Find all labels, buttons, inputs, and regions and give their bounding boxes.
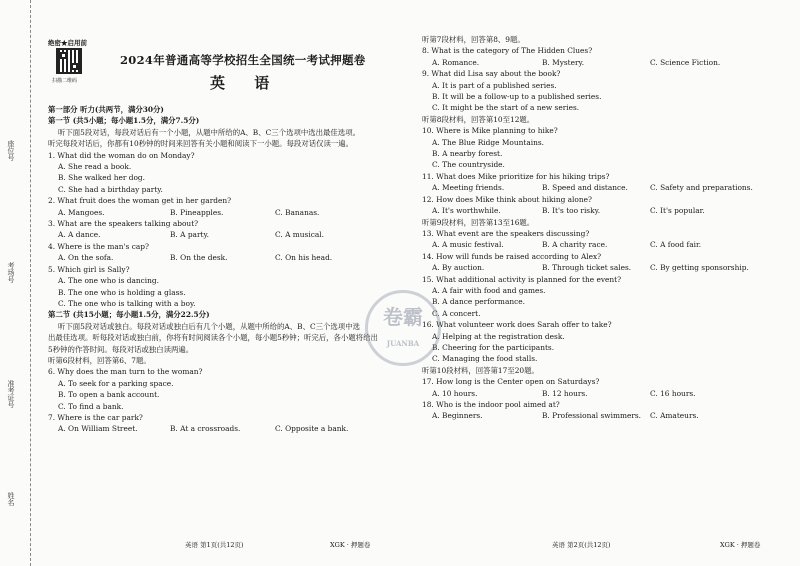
- option-c: C. Bananas.: [275, 207, 320, 217]
- text-line: B. It will be a follow-up to a published series.: [432, 92, 602, 102]
- text-line: 14. How will funds be raised according to Alex?: [422, 251, 602, 261]
- option-row: [422, 388, 780, 399]
- text-line: 听第8段材料，回答第10至12题。: [422, 114, 535, 124]
- text-line: 7. Where is the car park?: [48, 412, 143, 422]
- text-line: B. The one who is holding a glass.: [58, 287, 186, 297]
- text-line: 3. What are the speakers talking about?: [48, 219, 199, 229]
- text-line: A. A fair with food and games.: [432, 285, 546, 295]
- text-line: C. Managing the food stalls.: [432, 354, 538, 364]
- text-line: C. It might be the start of a new series.: [432, 103, 580, 113]
- option-b: B. Through ticket sales.: [542, 263, 632, 273]
- option-row: [422, 239, 780, 250]
- option-b: B. It's too risky.: [542, 206, 601, 216]
- section-heading: 第二节 (共15小题；每小题1.5分，满分22.5分): [48, 310, 210, 320]
- page-2: [402, 0, 800, 566]
- option-a: A. It's worthwhile.: [432, 206, 501, 216]
- option-b: B. On the desk.: [170, 253, 228, 263]
- ticket-number-label: 准考证号: [7, 380, 15, 408]
- text-line: 听第7段材料，回答第8、9题。: [422, 35, 525, 44]
- option-a: A. Romance.: [432, 57, 480, 67]
- text-line: 10. Where is Mike planning to hike?: [422, 126, 558, 136]
- text-line: 17. How long is the Center open on Saturdays?: [422, 377, 600, 387]
- text-line: C. A concert.: [432, 308, 481, 318]
- text-line: B. She walked her dog.: [58, 173, 145, 183]
- text-line: B. A nearby forest.: [432, 149, 503, 159]
- option-c: C. On his head.: [275, 253, 333, 263]
- option-a: A. Beginners.: [432, 411, 483, 421]
- option-b: B. At a crossroads.: [170, 424, 241, 434]
- footer-page-1: 英语 第1页(共12页): [185, 541, 244, 549]
- right-column: [422, 34, 780, 422]
- option-b: B. Speed and distance.: [542, 183, 628, 193]
- text-line: 12. How does Mike think about hiking alone?: [422, 194, 592, 204]
- option-c: C. By getting sponsorship.: [650, 263, 749, 273]
- text-line: 16. What volunteer work does Sarah offer to take?: [422, 320, 612, 330]
- secret-tag: 绝密★启用前: [48, 39, 87, 47]
- option-a: A. Meeting friends.: [432, 183, 505, 193]
- text-line: B. Cheering for the participants.: [432, 342, 555, 352]
- text-line: C. She had a birthday party.: [58, 184, 163, 194]
- footer-page-2: 英语 第2页(共12页): [552, 541, 611, 549]
- text-line: 18. Who is the indoor pool aimed at?: [422, 400, 560, 409]
- binding-sidebar: [0, 0, 31, 566]
- text-line: 听下面5段对话，每段对话后有一个小题，从题中所给的A、B、C三个选项中选出最佳选项。: [58, 127, 360, 137]
- text-line: 5秒钟的作答时间。每段对话或独白读两遍。: [48, 344, 194, 354]
- text-line: B. A dance performance.: [432, 297, 525, 307]
- text-line: 听第10段材料，回答第17至20题。: [422, 365, 539, 375]
- text-line: 听第6段材料，回答第6、7题。: [48, 355, 151, 365]
- footer-code-1: XGK · 押题卷: [330, 541, 371, 549]
- text-line: 6. Why does the man turn to the woman?: [48, 367, 203, 377]
- text-line: 8. What is the category of The Hidden Clues?: [422, 46, 593, 56]
- text-line: C. To find a bank.: [58, 401, 124, 411]
- subject-title: 英 语: [210, 74, 282, 92]
- text-line: 出最佳选项。听每段对话或独白前，你将有时间阅读各个小题，每小题5秒钟；听完后，各小题将给出: [48, 333, 378, 343]
- text-line: 1. What did the woman do on Monday?: [48, 150, 195, 160]
- text-line: 5. Which girl is Sally?: [48, 264, 130, 274]
- option-a: A. On William Street.: [58, 424, 138, 434]
- seat-number-label: 座位号: [7, 140, 15, 161]
- text-line: 15. What additional activity is planned for the event?: [422, 274, 622, 284]
- option-c: C. Safety and preparations.: [650, 183, 753, 193]
- option-b: B. 12 hours.: [542, 388, 588, 398]
- option-row: [48, 252, 385, 263]
- section-heading: 第一部分 听力(共两节，满分30分): [48, 105, 164, 114]
- option-b: B. Mystery.: [542, 57, 585, 67]
- watermark-stamp: 卷霸 JUANBA: [365, 290, 441, 366]
- text-line: 听完每段对话后，你都有10秒钟的时间来回答有关小题和阅读下一小题。每段对话仅读一遍。: [48, 139, 354, 149]
- option-row: [422, 57, 780, 68]
- option-b: B. Pineapples.: [170, 207, 224, 217]
- text-line: A. To seek for a parking space.: [58, 378, 174, 388]
- text-line: 9. What did Lisa say about the book?: [422, 69, 561, 79]
- option-a: A. 10 hours.: [432, 388, 478, 398]
- option-a: A. On the sofa.: [58, 253, 114, 263]
- option-row: [48, 207, 385, 218]
- footer-code-2: XGK · 押题卷: [720, 541, 761, 549]
- text-line: C. The one who is talking with a boy.: [58, 298, 196, 308]
- text-line: 2. What fruit does the woman get in her garden?: [48, 196, 232, 206]
- option-a: A. By auction.: [432, 263, 485, 273]
- option-row: [422, 205, 780, 216]
- option-row: [422, 410, 780, 421]
- option-c: C. A musical.: [275, 230, 324, 240]
- text-line: 听下面5段对话或独白。每段对话或独白后有几个小题，从题中所给的A、B、C三个选项中选: [58, 321, 360, 331]
- option-b: B. Professional swimmers.: [542, 411, 642, 421]
- text-line: A. The Blue Ridge Mountains.: [432, 137, 545, 147]
- qr-code-icon: [56, 48, 82, 74]
- text-line: 11. What does Mike prioritize for his hiking trips?: [422, 171, 610, 181]
- option-c: C. Amateurs.: [650, 411, 699, 421]
- text-line: A. It is part of a published series.: [432, 80, 557, 90]
- left-column: [48, 104, 385, 435]
- option-a: A. A dance.: [58, 230, 101, 240]
- text-line: 听第9段材料，回答第13至16题。: [422, 217, 535, 227]
- text-line: B. To open a bank account.: [58, 390, 160, 400]
- option-c: C. A food fair.: [650, 240, 702, 250]
- name-label: 姓名: [7, 492, 15, 506]
- exam-room-label: 考场号: [7, 262, 15, 283]
- option-c: C. It's popular.: [650, 206, 705, 216]
- section-heading: 第一节 (共5小题；每小题1.5分，满分7.5分): [48, 116, 200, 126]
- text-line: A. The one who is dancing.: [58, 276, 160, 286]
- exam-title: 2024年普通高等学校招生全国统一考试押题卷: [120, 53, 366, 67]
- option-a: A. A music festival.: [432, 240, 504, 250]
- text-line: 4. Where is the man's cap?: [48, 241, 149, 251]
- option-b: B. A charity race.: [542, 240, 608, 250]
- option-row: [422, 182, 780, 193]
- option-b: B. A party.: [170, 230, 209, 240]
- text-line: A. She read a book.: [58, 162, 132, 172]
- qr-label: 扫描二维码: [52, 78, 78, 84]
- option-c: C. Opposite a bank.: [275, 424, 349, 434]
- text-line: C. The countryside.: [432, 160, 505, 170]
- option-row: [422, 262, 780, 273]
- text-line: A. Helping at the registration desk.: [432, 331, 565, 341]
- text-line: 13. What event are the speakers discussing?: [422, 228, 590, 238]
- option-c: C. Science Fiction.: [650, 57, 721, 67]
- option-c: C. 16 hours.: [650, 388, 696, 398]
- option-row: [48, 423, 385, 434]
- option-a: A. Mangoes.: [58, 207, 105, 217]
- option-row: [48, 229, 385, 240]
